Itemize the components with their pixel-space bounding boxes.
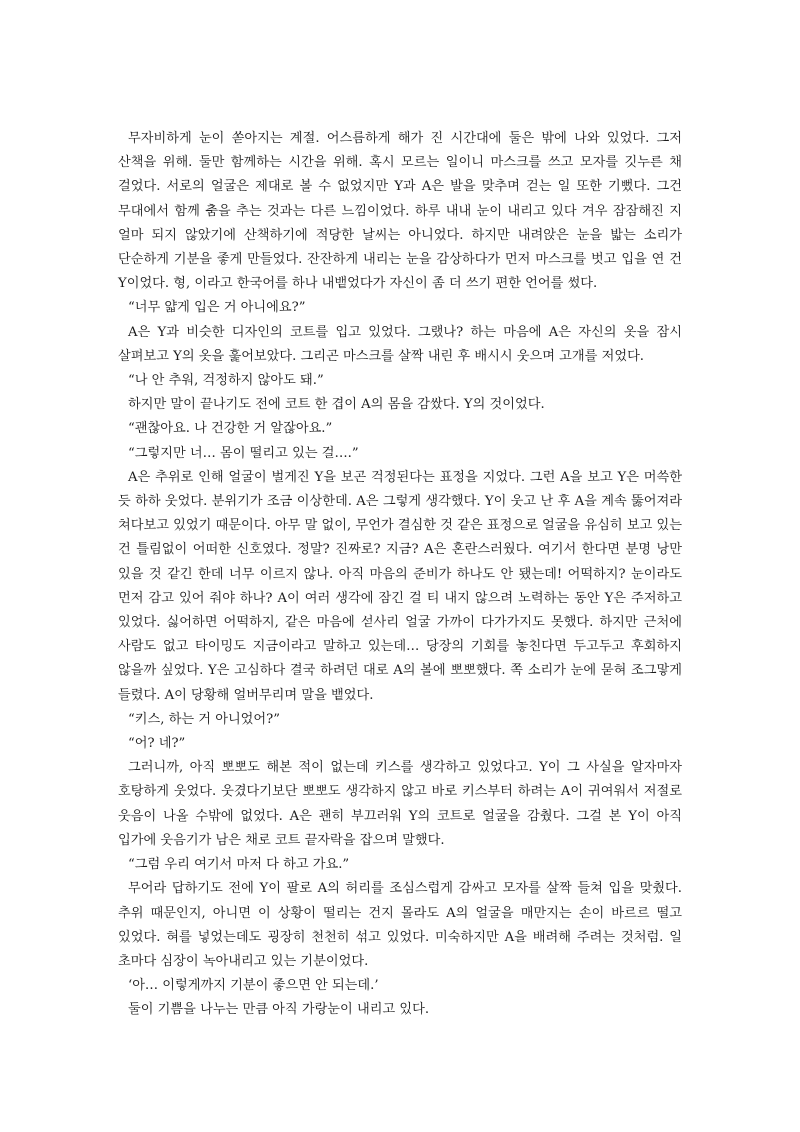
paragraph-coat-wrap: 하지만 말이 끝나기도 전에 코트 한 겹이 A의 몸을 감쌌다. Y의 것이었다. [128,397,545,413]
paragraph-dialogue-kiss-question: “키스, 하는 거 아니었어?” [128,711,280,727]
paragraph-opening-narration: 무자비하게 눈이 쏟아지는 계절. 어스름하게 해가 진 시간대에 둘은 밖에 나와 있었다. 그저 산책을 위해. 둘만 함께하는 시간을 위해. 혹시 모르는 일이니 마스크를 쓰고 모자를 깃누른 채 걸었다. 서로의 얼굴은 제대로 볼 수 없었지만 Y과 A은 발을 맞추며 걷는 일 또한 기뻤다. 그건 무대에서 함께 춤을 추는 것과는 다른 느낌이었다. 하루 내내 눈이 내리고 있다 겨우 잠잠해진 지 얼마 되지 않았기에 산책하기에 적당한 날씨는 아니었다. 하지만 내려앉은 눈을 밟는 소리가 단순하게 기분을 좋게 만들었다. 잔잔하게 내리는 눈을 감상하다가 먼저 마스크를 벗고 입을 연 건 Y이었다. 형, 이라고 한국어를 하나 내뱉었다가 자신이 좀 더 쓰기 편한 언어를 썼다. [118,131,682,292]
paragraph-laughter-narration: 그러니까, 아직 뽀뽀도 해본 적이 없는데 키스를 생각하고 있었다고. Y이 그 사실을 알자마자 호탕하게 웃었다. 웃겼다기보단 뽀뽀도 생각하지 않고 바로 키스부터 하려는 A이 귀여워서 저절로 웃음이 나올 수밖에 없었다. A은 괜히 부끄러워 Y의 코트로 얼굴을 감췄다. 그걸 본 Y이 아직 입가에 웃음기가 남은 채로 코트 끝자락을 잡으며 말했다. [118,760,682,848]
paragraph-dialogue-not-cold: “나 안 추워, 걱정하지 않아도 돼.” [128,373,324,389]
paragraph-coat-narration: A은 Y과 비슷한 디자인의 코트를 입고 있었다. 그랬나? 하는 마음에 A은 자신의 옷을 잠시 살펴보고 Y의 옷을 훑어보았다. 그리곤 마스크를 살짝 내린 후 배시시 웃으며 고개를 저었다. [118,324,682,364]
document-body [118,127,682,1023]
paragraph-hesitation-narration: A은 추위로 인해 얼굴이 벌게진 Y을 보곤 걱정된다는 표정을 지었다. 그런 A을 보고 Y은 머쓱한 듯 하하 웃었다. 분위기가 조금 이상한데. A은 그렇게 생각했다. Y이 웃고 난 후 A을 계속 뚫어져라 쳐다보고 있었기 때문이다. 아무 말 없이, 무언가 결심한 것 같은 표정으로 얼굴을 유심히 보고 있는 건 틀림없이 어떠한 신호였다. 정말? 진짜로? 지금? A은 혼란스러웠다. 여기서 한다면 분명 낭만 있을 것 같긴 한데 너무 이르지 않나. 아직 마음의 준비가 하나도 안 됐는데! 어떡하지? 눈이라도 먼저 감고 있어 줘야 하나? A이 여러 생각에 잠긴 걸 티 내지 않으려 노력하는 동안 Y은 주저하고 있었다. 싫어하면 어떡하지, 같은 마음에 섣사리 얼굴 가까이 다가가지도 못했다. 하지만 근처에 사람도 없고 타이밍도 지금이라고 말하고 있는데… 당장의 기회를 놓친다면 두고두고 후회하지 않을까 싶었다. Y은 고심하다 결국 하려던 대로 A의 볼에 뽀뽀했다. 쪽 소리가 눈에 묻혀 조그맣게 들렸다. A이 당황해 얼버무리며 말을 뱉었다. [118,469,682,703]
paragraph-kiss-narration: 무어라 답하기도 전에 Y이 팔로 A의 허리를 조심스럽게 감싸고 모자를 살짝 들쳐 입을 맞췄다. 추위 때문인지, 아니면 이 상황이 떨리는 건지 몰라도 A의 얼굴을 매만지는 손이 바르르 떨고 있었다. 혀를 넣었는데도 굉장히 천천히 섞고 있었다. 미숙하지만 A을 배려해 주려는 것처럼. 일 초마다 심장이 녹아내리고 있는 기분이었다. [118,881,682,969]
paragraph-dialogue-shaking: “그렇지만 너… 몸이 떨리고 있는 걸….” [128,445,359,461]
paragraph-dialogue-finish-here: “그럼 우리 여기서 마저 다 하고 가요.” [128,857,350,873]
paragraph-closing-line: 둘이 기쁨을 나누는 만큼 아직 가랑눈이 내리고 있다. [128,1002,430,1018]
paragraph-dialogue-surprise: “어? 네?” [128,736,186,752]
paragraph-dialogue-thin-clothes: “너무 얇게 입은 거 아니에요?” [128,300,306,316]
paragraph-dialogue-healthy: “괜찮아요. 나 건강한 거 알잖아요.” [128,421,333,437]
paragraph-inner-thought: ‘아… 이렇게까지 기분이 좋으면 안 되는데.’ [128,978,379,994]
